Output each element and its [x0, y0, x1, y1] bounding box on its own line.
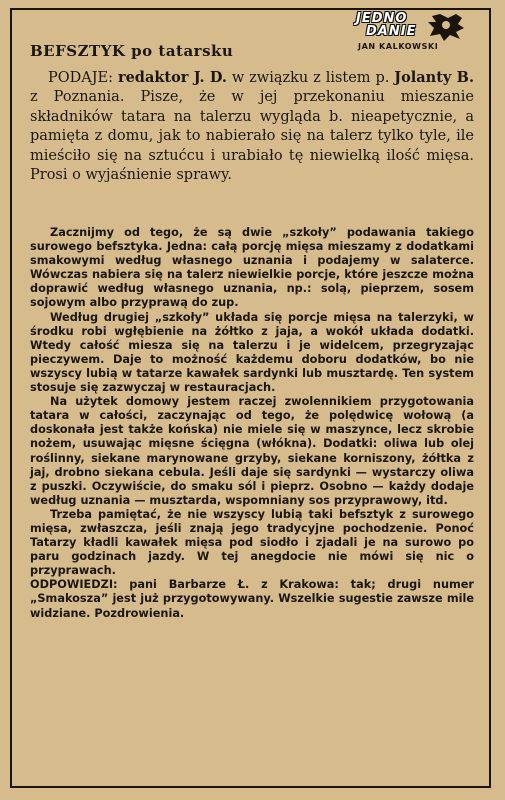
intro-editor: redaktor J. D. [117, 69, 227, 86]
reply-lead: ODPOWIEDZI: [30, 578, 118, 592]
article-body [30, 226, 474, 621]
body-paragraph: Trzeba pamiętać, że nie wszyscy lubią taki befsztyk z surowego mięsa, zwłaszcza, jeśli znają jego tradycyjne pochodzenie. Ponoć Tatarzy kładli kawałek mięsa pod siodło i zjadali je na surowo po paru godzinach jazdy. W tej anegdocie nie mówi się nic o przyprawach. [30, 507, 474, 578]
column-author: JAN KALKOWSKI [358, 42, 439, 51]
reply-person: Barbarze Ł. [168, 578, 250, 592]
column-logo-line2: DANIE [366, 24, 417, 39]
reply-paragraph [30, 578, 474, 620]
column-logo-text [356, 12, 436, 38]
body-paragraph: Zacznijmy od tego, że są dwie „szkoły” podawania takiego surowego befsztyka. Jedna: całą porcję mięsa mieszamy z dodatkami smakowymi według własnego uznania i podajemy w salaterce. Wówczas nabiera się na talerz niewielkie porcje, które jeszcze można doprawić według własnego uznania, np.: solą, pieprzem, sosem sojowym albo przyprawą do zup. [30, 226, 474, 310]
reply-text-1: pani [117, 578, 169, 592]
intro-person: Jolanty B. [394, 69, 474, 86]
intro-text-2: z Poznania. Pisze, że w jej przekonaniu mieszanie składników tatara na talerzu wygląda b. nieapetycznie, a pamięta z domu, jak to nabierało się na talerz tylko tyle, ile mieściło się na sztućcu i urabiało tę niewielką ilość mięsa. Prosi o wyjaśnienie sprawy. [30, 89, 474, 184]
intro-lead: PODAJE: [48, 70, 114, 86]
article-title: BEFSZTYK po tatarsku [30, 42, 234, 60]
column-logo [356, 12, 468, 58]
body-paragraph: Na użytek domowy jestem raczej zwolennikiem przygotowania tatara w całości, zaczynając od tego, że polędwicę wołową (a doskonała jest także końska) nie miele się w maszynce, lecz skrobie nożem, usuwając mięsne ścięgna (włókna). Dodatki: oliwa lub olej roślinny, siekane marynowane grzyby, siekane korniszony, żółtka z jaj, drobno siekana cebula. Jeśli daje się sardynki — wystarczy oliwa z puszki. Oczywiście, do smaku sól i pieprz. Osobno — każdy dodaje według uznania — musztarda, wspomniany sos przyprawowy, itd. [30, 395, 474, 507]
chef-silhouette-icon [426, 12, 466, 42]
intro-paragraph [30, 68, 474, 185]
intro-text-1: w związku z listem p. [226, 70, 395, 86]
column-logo-line1: JEDNO [356, 11, 408, 26]
reply-text-2: z Krakowa: tak; drugi numer „Smakosza” jest już przygotowywany. Wszelkie sugestie zawsze mile widziane. Pozdrowienia. [30, 578, 474, 620]
body-paragraph: Według drugiej „szkoły” układa się porcje mięsa na talerzyki, w środku robi wgłębienie na żółtko z jaja, a wokół układa dodatki. Wtedy całość miesza się na talerzu i je widelcem, przegryzając pieczywem. Daje to możność każdemu doboru dodatków, bo nie wszyscy lubią w tatarze kawałek sardynki lub musztardę. Ten system stosuje się zazwyczaj w restauracjach. [30, 310, 474, 395]
